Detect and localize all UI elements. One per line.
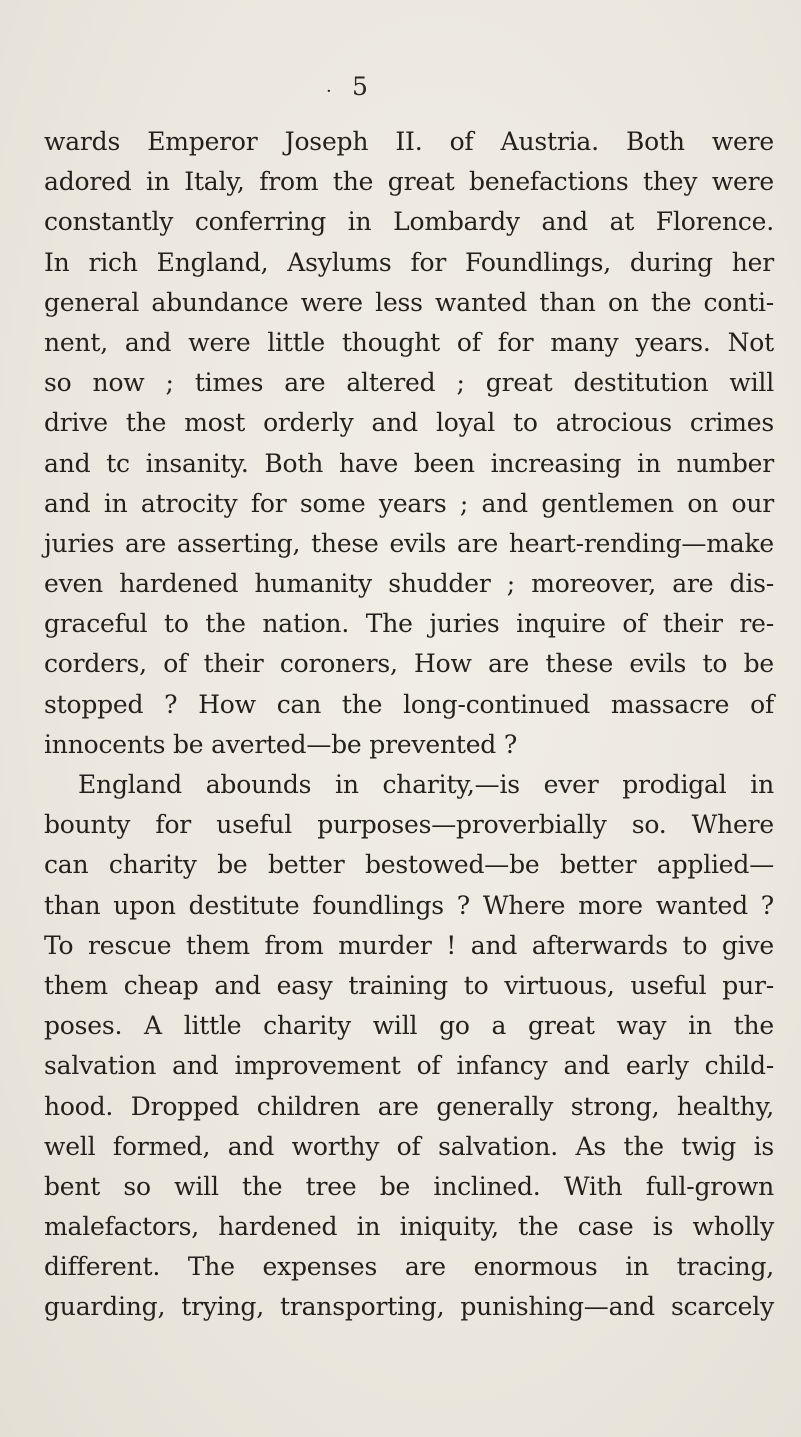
text-line: and tc insanity. Both have been increasing in number (44, 448, 774, 478)
text-line: stopped ? How can the long-continued massacre of (44, 689, 774, 719)
paragraph-end-line: innocents be averted—be prevented ? (44, 729, 518, 759)
text-line: can charity be better bestowed—be better applied— (44, 850, 774, 880)
text-line: different. The expenses are enormous in tracing, (44, 1252, 774, 1282)
text-line: adored in Italy, from the great benefactions they were (44, 167, 774, 197)
body-text (44, 122, 774, 1328)
text-line: than upon destitute foundlings ? Where more wanted ? (44, 890, 774, 920)
text-line: In rich England, Asylums for Foundlings, during her (44, 247, 774, 277)
text-line: wards Emperor Joseph II. of Austria. Both were (44, 127, 774, 156)
text-line: bounty for useful purposes—proverbially so. Where (44, 810, 774, 840)
text-line: juries are asserting, these evils are heart-rending—make (44, 528, 774, 558)
page-number (326, 72, 380, 102)
page-number-value: 5 (352, 72, 368, 101)
text-line: graceful to the nation. The juries inquire of their re- (44, 609, 774, 639)
text-line: malefactors, hardened in iniquity, the case is wholly (44, 1212, 774, 1242)
text-line: well formed, and worthy of salvation. As the twig is (44, 1131, 774, 1161)
text-line: To rescue them from murder ! and afterwards to give (44, 930, 774, 960)
text-line: so now ; times are altered ; great destitution will (44, 368, 774, 398)
text-line: poses. A little charity will go a great way in the (44, 1011, 774, 1041)
paragraph-start-line: England abounds in charity,—is ever prodigal in (78, 770, 774, 799)
page-number-dot: · (326, 81, 332, 102)
text-line: and in atrocity for some years ; and gentlemen on our (44, 488, 774, 518)
text-line: them cheap and easy training to virtuous, useful pur- (44, 970, 774, 1000)
text-line: general abundance were less wanted than on the conti- (44, 287, 774, 317)
text-line: even hardened humanity shudder ; moreover, are dis- (44, 569, 774, 599)
text-line: drive the most orderly and loyal to atrocious crimes (44, 408, 774, 438)
text-line: hood. Dropped children are generally strong, healthy, (44, 1091, 774, 1121)
text-line: corders, of their coroners, How are these evils to be (44, 649, 774, 679)
text-line: bent so will the tree be inclined. With full-grown (44, 1171, 774, 1201)
text-line: nent, and were little thought of for many years. Not (44, 327, 774, 357)
text-line: guarding, trying, transporting, punishing—and scarcely (44, 1292, 774, 1322)
text-line: constantly conferring in Lombardy and at Florence. (44, 207, 774, 237)
text-line: salvation and improvement of infancy and early child- (44, 1051, 774, 1081)
